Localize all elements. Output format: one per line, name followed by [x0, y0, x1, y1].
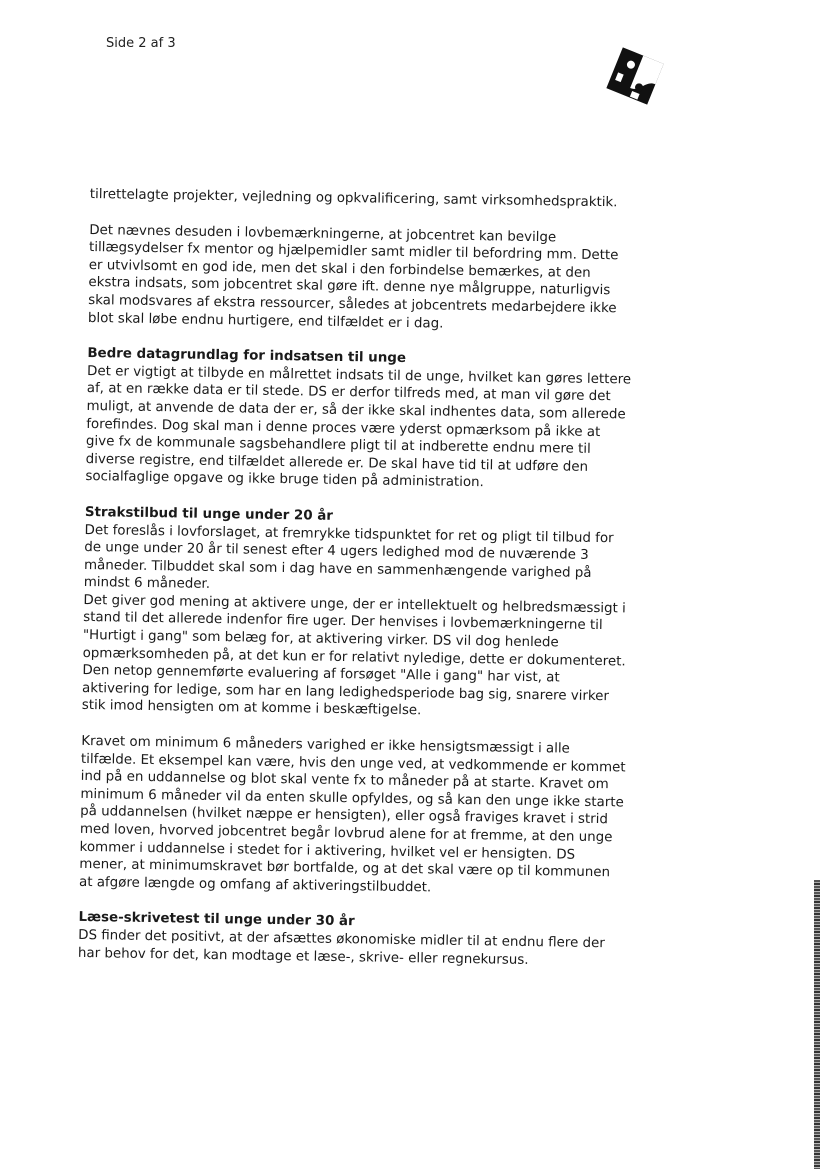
paragraph-additional-benefits: Det nævnes desuden i lovbemærkningerne, at jobcentret kan bevilge tillægsydelser fx mentor og hjælpemidler samt midler til befordring mm. Dette er utvivlsomt en god ide, men det skal i den forbindelse bemærkes, at den ekstra indsats, som jobcentret skal gøre ift. denne nye målgruppe, naturligvis skal modsvares af ekstra ressourcer, således at jobcentrets medarbejdere ikke blot skal løbe endnu hurtigere, end tilfældet er i dag. — [87, 222, 619, 332]
section-heading-data-basis: Bedre datagrundlag for indsatsen til unge — [87, 346, 407, 367]
page-number: Side 2 af 3 — [106, 36, 176, 51]
ds-logo-icon — [604, 45, 666, 107]
scan-edge-artifact — [814, 880, 820, 1169]
section-heading-immediate-offer: Strakstilbud til unge under 20 år — [84, 504, 334, 524]
section-text-immediate-offer-1: Det foreslås i lovforslaget, at fremrykke tidspunktet for ret og pligt til tilbud for de unge under 20 år til senest efter 4 ugers ledighed mod de nuværende 3 måneder. Tilbuddet skal som i dag have en sammenhængende varighed på mindst 6 måneder. — [83, 522, 614, 593]
section-text-immediate-offer-2: Det giver god mening at aktivere unge, der er intellektuelt og helbredsmæssigt i stand til det allerede indenfor fire uger. Der henvises i lovbemærkningerne til "Hurtigt i gang" som belæg for, at aktivering virker. DS vil dog henlede opmærksomheden på, at det kun er for relativt nyledige, dette er dokumenteret. Den netop gennemførte evaluering af forsøget "Alle i gang" har vist, at aktivering for ledige, som har en lang ledighedsperiode bag sig, snarere virker stik imod hensigten om at komme i beskæftigelse. — [81, 592, 626, 719]
section-heading-reading-writing-test: Læse-skrivetest til unge under 30 år — [78, 910, 355, 930]
section-text-data-basis: Det er vigtigt at tilbyde en målrettet indsats til de unge, hvilket kan gøres lettere af, at en række data er til stede. DS er derfor tilfreds med, at man vil gøre det muligt, at anvende de data der er, så der ikke skal indhentes data, som allerede forefindes. Dog skal man i denne proces være yderst opmærksom på ikke at give fx de kommunale sagsbehandlere pligt til at indberette endnu mere til diverse registre, end tilfældet allerede er. De skal have tid til at udføre den socialfaglige opgave og ikke bruge tiden på administration. — [85, 363, 632, 491]
intro-paragraph: tilrettelagte projekter, vejledning og opkvalificering, samt virksomhedspraktik. — [89, 186, 618, 211]
section-text-reading-writing-test: DS finder det positivt, at der afsættes økonomiske midler til at endnu flere der har behov for det, kan modtage et læse-, skrive- eller regnekursus. — [77, 927, 605, 968]
document-body — [78, 186, 635, 971]
section-text-immediate-offer-3: Kravet om minimum 6 måneders varighed er ikke hensigtsmæssigt i alle tilfælde. Et eksempel kan være, hvis den unge ved, at vedkommende er kommet ind på en uddannelse og blot skal vente fx to måneder på at starte. Kravet om minimum 6 måneder vil da enten skulle opfyldes, og så kan den unge ikke starte på uddannelsen (hvilket næppe er hensigten), eller også fraviges kravet i strid med loven, hvorved jobcentret begår lovbrud alene for at fremme, at den unge kommer i uddannelse i stedet for i aktivering, hvilket vel er hensigten. DS mener, at minimumskravet bør bortfalde, og at det skal være op til kommunen at afgøre længde og omfang af aktiveringstilbuddet. — [78, 733, 626, 896]
